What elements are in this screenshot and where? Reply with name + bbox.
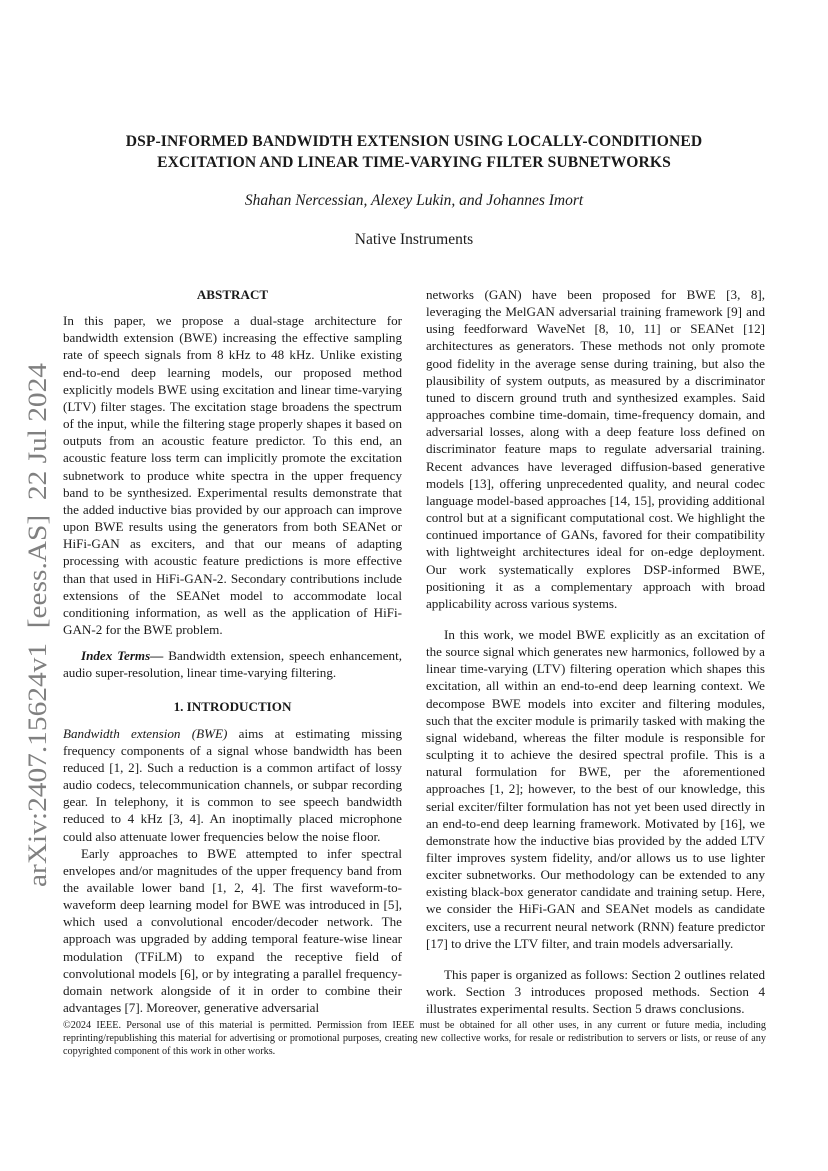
intro-paragraph-4: This paper is organized as follows: Section 2 outlines related work. Section 3 introduces proposed methods. Section 4 illustrates experimental results. Section 5 draws conclusions. (426, 966, 765, 1017)
paper-title (90, 131, 738, 173)
intro-paragraph-2-continued: networks (GAN) have been proposed for BWE [3, 8], leveraging the MelGAN adversarial training framework [9] and using feedforward WaveNet [8, 10, 11] or SEANet [12] architectures as generators. These methods not only promote good fidelity in the average sense during training, but also the plausibility of system outputs, as measured by a discriminator tuned to discern ground truth and synthesized examples. Said approaches combine time-domain, time-frequency domain, and adversarial losses, along with a deep feature loss defined on discriminator feature maps to regulate adversarial training. Recent advances have leveraged diffusion-based generative models [13], offering unprecedented quality, and neural codec language model-based approaches [14, 15], providing additional control but at a significant computational cost. We highlight the continued importance of GANs, favored for their compatibility with lightweight architectures ideal for on-edge deployment. Our work systematically explores DSP-informed BWE, positioning it as a complementary approach with broad applicability across various systems. (426, 287, 765, 611)
copyright-notice: ©2024 IEEE. Personal use of this material is permitted. Permission from IEEE must be obtained for all other uses, in any current or future media, including reprinting/republishing this material for advertising or promotional purposes, creating new collective works, for resale or redistribution to servers or lists, or reuse of any copyrighted component of this work in other works. (63, 1020, 766, 1058)
left-column (63, 286, 402, 1016)
intro-paragraph-2 (63, 845, 402, 1017)
intro-paragraph-1 (63, 725, 402, 845)
right-column (426, 286, 765, 1017)
abstract-text: In this paper, we propose a dual-stage architecture for bandwidth extension (BWE) increasing the effective sampling rate of speech signals from 8 kHz to 48 kHz. Unlike existing end-to-end deep learning models, our proposed method explicitly models BWE using excitation and linear time-varying (LTV) filter stages. The excitation stage broadens the spectrum of the input, while the filtering stage properly shapes it based on outputs from an acoustic feature predictor. To this end, an acoustic feature loss term can implicitly promote the excitation subnetwork to produce white spectra in the upper frequency band to be synthesized. Experimental results demonstrate that the added inductive bias provided by our approach can improve upon BWE results using the generators from both SEANet or HiFi-GAN as exciters, and that our means of adapting processing with acoustic feature predictions is more effective than that used in HiFi-GAN-2. Secondary contributions include extensions of the SEANet model to accommodate local conditioning information, as well as the application of HiFi-GAN-2 for the BWE problem. (63, 313, 402, 637)
index-terms (63, 647, 402, 681)
abstract-heading: ABSTRACT (196, 287, 269, 302)
introduction-heading: 1. INTRODUCTION (173, 699, 292, 715)
intro-paragraph-2-text: Early approaches to BWE attempted to infer spectral envelopes and/or magnitudes of the upper frequency band from the available lower band [1, 2, 4]. The first waveform-to-waveform deep learning model for BWE was introduced in [5], which used a convolutional encoder/decoder network. The approach was upgraded by adding temporal feature-wise linear modulation (TFiLM) to expand the receptive field of convolutional models [6], or by integrating a parallel frequency-domain network alongside of it in order to combine their advantages [7]. Moreover, generative adversarial (63, 845, 402, 1016)
intro-lead-term: Bandwidth extension (BWE) (63, 725, 228, 741)
arxiv-identifier-text: arXiv:2407.15624v1 [eess.AS] 22 Jul 2024 (22, 414, 52, 887)
author-list: Shahan Nercessian, Alexey Lukin, and Johannes Imort (244, 192, 584, 209)
arxiv-identifier-stamp (2, 360, 62, 890)
intro-paragraph-3: In this work, we model BWE explicitly as an excitation of the source signal which generates new harmonics, followed by a linear time-varying (LTV) filtering operation which shapes this excitation, all within an end-to-end deep learning context. We decompose BWE models into exciter and filtering modules, such that the exciter module is primarily tasked with making the signal wideband, whereas the filter module is responsible for sculpting it to achieve the desired spectral profile. This is a natural formulation for BWE, per the aforementioned approaches [1, 2]; however, to the best of our knowledge, this serial exciter/filter formulation has not yet been used directly in an end-to-end deep learning framework. Motivated by [16], we demonstrate how the inductive bias provided by the added LTV filter improves system fidelity, and/or allows us to use lighter exciter subnetworks. Our methodology can be extended to any existing black-box generator candidate and training setup. Here, we consider the HiFi-GAN and SEANet models as candidate exciters, use a recurrent neural network (RNN) feature predictor [17] to drive the LTV filter, and train models adversarially. (426, 626, 765, 951)
affiliation: Native Instruments (354, 231, 474, 248)
title-line-2: EXCITATION AND LINEAR TIME-VARYING FILTER SUBNETWORKS (157, 154, 671, 171)
intro-paragraph-1-text: aims at estimating missing frequency components of a signal whose bandwidth has been reduced [1, 2]. Such a reduction is a common artifact of lossy audio codecs, telecommunication channels, or subpar recording gear. In telephony, it is common to see speech bandwidth reduced to 4 kHz [3, 4]. An inoptimally placed microphone could also attenuate lower frequencies below the noise floor. (63, 725, 402, 844)
index-terms-label: Index Terms— (81, 648, 164, 664)
title-line-1: DSP-INFORMED BANDWIDTH EXTENSION USING LOCALLY-CONDITIONED (125, 133, 703, 150)
index-terms-text: Bandwidth extension, speech enhancement, audio super-resolution, linear time-varying filtering. (63, 648, 402, 681)
